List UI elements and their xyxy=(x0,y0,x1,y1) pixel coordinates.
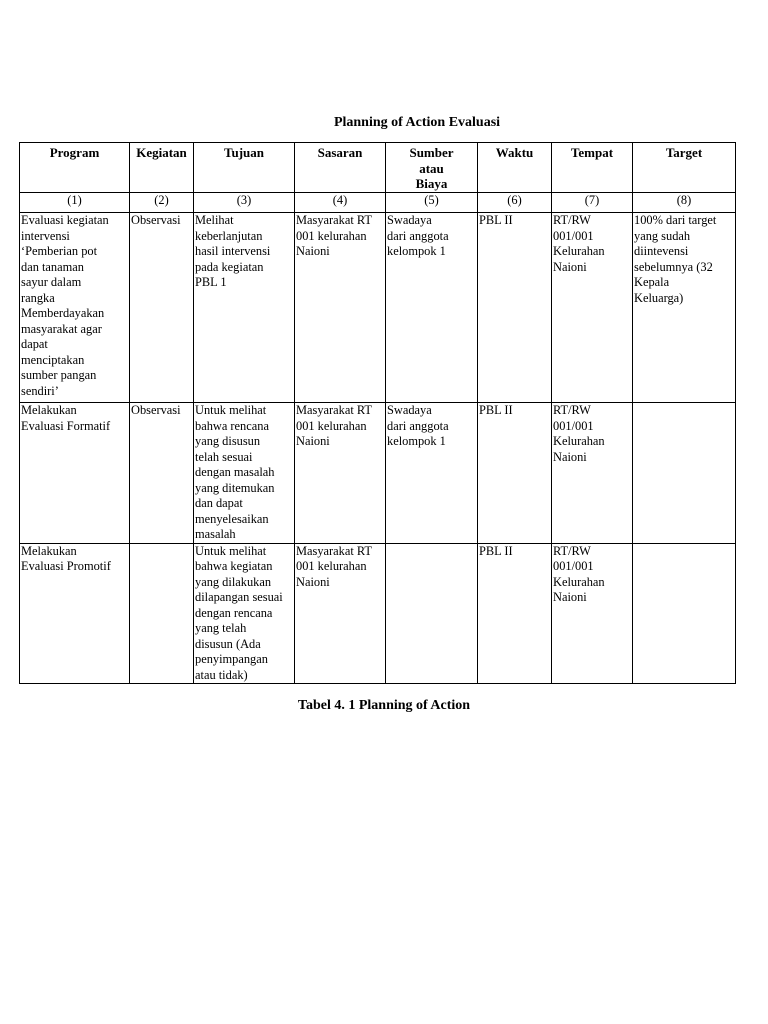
cell-waktu: PBL II xyxy=(478,403,552,544)
cell-target: 100% dari target yang sudah diintevensi sebelumnya (32 Kepala Keluarga) xyxy=(633,213,736,403)
table-caption: Tabel 4. 1 Planning of Action xyxy=(297,698,471,713)
table-row xyxy=(20,213,736,403)
cell-sasaran: Masyarakat RT 001 kelurahan Naioni xyxy=(295,543,386,684)
col-header-target: Target xyxy=(633,143,736,193)
col-header-sasaran: Sasaran xyxy=(295,143,386,193)
planning-table xyxy=(19,142,736,684)
cell-tujuan: Untuk melihat bahwa kegiatan yang dilakukan dilapangan sesuai dengan rencana yang telah disusun (Ada penyimpangan atau tidak) xyxy=(194,543,295,684)
col-number: (4) xyxy=(295,193,386,213)
col-number: (5) xyxy=(386,193,478,213)
cell-sasaran: Masyarakat RT 001 kelurahan Naioni xyxy=(295,403,386,544)
col-number: (6) xyxy=(478,193,552,213)
cell-tujuan: Melihat keberlanjutan hasil intervensi pada kegiatan PBL 1 xyxy=(194,213,295,403)
cell-target xyxy=(633,543,736,684)
cell-tempat: RT/RW 001/001 Kelurahan Naioni xyxy=(552,403,633,544)
col-header-kegiatan: Kegiatan xyxy=(130,143,194,193)
cell-program: Evaluasi kegiatan intervensi ‘Pemberian pot dan tanaman sayur dalam rangka Memberdayakan masyarakat agar dapat menciptakan sumber pangan sendiri’ xyxy=(20,213,130,403)
cell-waktu: PBL II xyxy=(478,543,552,684)
number-row xyxy=(20,193,736,213)
col-number: (1) xyxy=(20,193,130,213)
col-number: (7) xyxy=(552,193,633,213)
cell-tempat: RT/RW 001/001 Kelurahan Naioni xyxy=(552,213,633,403)
cell-tempat: RT/RW 001/001 Kelurahan Naioni xyxy=(552,543,633,684)
col-header-tempat: Tempat xyxy=(552,143,633,193)
table-row xyxy=(20,403,736,544)
col-number: (8) xyxy=(633,193,736,213)
cell-kegiatan xyxy=(130,543,194,684)
cell-sumber xyxy=(386,543,478,684)
cell-sasaran: Masyarakat RT 001 kelurahan Naioni xyxy=(295,213,386,403)
cell-program: Melakukan Evaluasi Formatif xyxy=(20,403,130,544)
col-header-tujuan: Tujuan xyxy=(194,143,295,193)
col-header-program: Program xyxy=(20,143,130,193)
header-row xyxy=(20,143,736,193)
cell-target xyxy=(633,403,736,544)
cell-kegiatan: Observasi xyxy=(130,213,194,403)
cell-program: Melakukan Evaluasi Promotif xyxy=(20,543,130,684)
cell-waktu: PBL II xyxy=(478,213,552,403)
col-header-sumber: Sumber atau Biaya xyxy=(386,143,478,193)
col-number: (3) xyxy=(194,193,295,213)
cell-kegiatan: Observasi xyxy=(130,403,194,544)
cell-sumber: Swadaya dari anggota kelompok 1 xyxy=(386,213,478,403)
col-number: (2) xyxy=(130,193,194,213)
page-title: Planning of Action Evaluasi xyxy=(333,115,501,130)
col-header-waktu: Waktu xyxy=(478,143,552,193)
cell-sumber: Swadaya dari anggota kelompok 1 xyxy=(386,403,478,544)
table-row xyxy=(20,543,736,684)
cell-tujuan: Untuk melihat bahwa rencana yang disusun telah sesuai dengan masalah yang ditemukan dan dapat menyelesaikan masalah xyxy=(194,403,295,544)
